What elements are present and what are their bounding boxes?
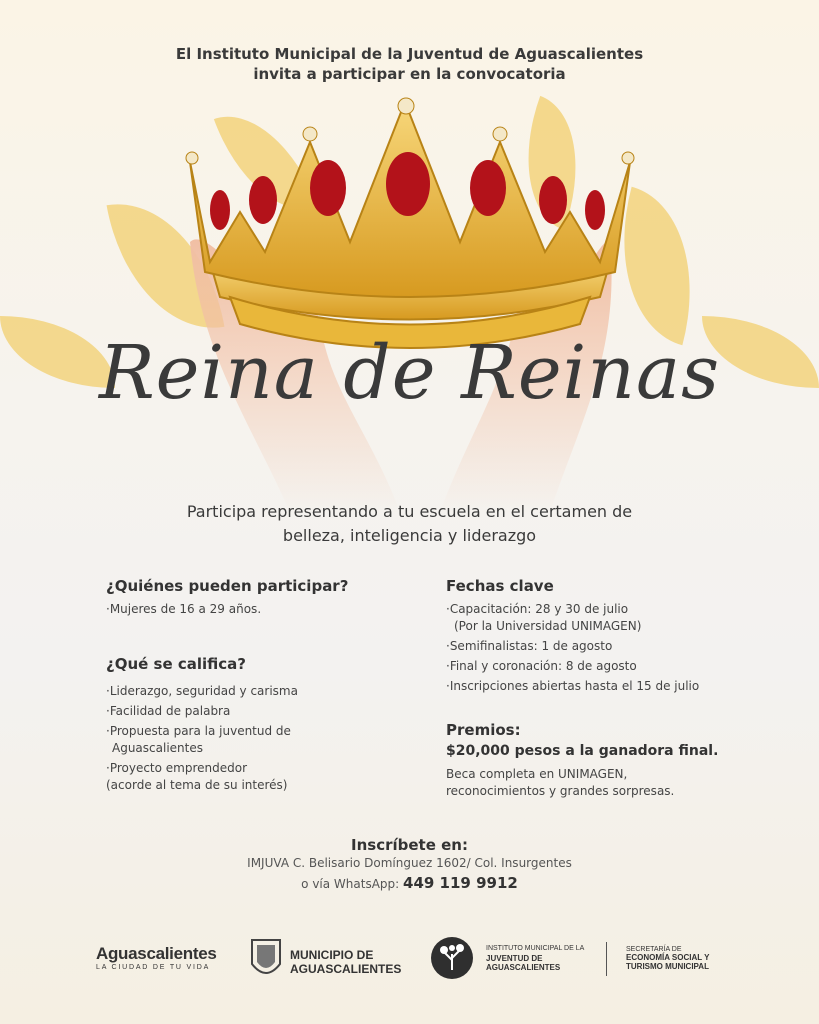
criteria-item: Aguascalientes [112, 741, 203, 755]
prizes-section [446, 722, 786, 800]
who-heading: ¿Quiénes pueden participar? [106, 577, 349, 595]
prizes-heading: Premios: [446, 721, 521, 739]
criteria-section [106, 656, 406, 794]
ruby-l3 [210, 190, 230, 230]
register-heading: Inscríbete en: [351, 836, 468, 854]
whatsapp-number: 449 119 9912 [403, 874, 518, 892]
subtitle-line-1: Participa representando a tu escuela en el certamen de [186, 502, 633, 521]
intro-line-1: El Instituto Municipal de la Juventud de Aguascalientes [175, 45, 644, 63]
date-item: ·Inscripciones abiertas hasta el 15 de julio [446, 679, 700, 693]
sec-line-1: SECRETARÍA DE [626, 946, 682, 953]
ags-logo-name: Aguascalientes [96, 944, 217, 963]
sec-line-3: TURISMO MUNICIPAL [626, 962, 709, 971]
criteria-item: ·Facilidad de palabra [106, 704, 231, 718]
sec-line-2: ECONOMÍA SOCIAL Y [626, 953, 710, 962]
subtitle-line-2: belleza, inteligencia y liderazgo [282, 526, 537, 545]
logo-divider [606, 942, 607, 976]
prize-line-1: Beca completa en UNIMAGEN, [446, 767, 628, 781]
imjuva-line-1: INSTITUTO MUNICIPAL DE LA [486, 945, 585, 952]
prize-main: $20,000 pesos a la ganadora final. [446, 743, 719, 759]
imjuva-line-3: AGUASCALIENTES [486, 963, 561, 972]
criteria-item: (acorde al tema de su interés) [106, 778, 288, 792]
logo-aguascalientes [96, 944, 231, 971]
dates-heading: Fechas clave [446, 577, 554, 595]
ruby-l1 [310, 160, 346, 216]
municipio-line-2: AGUASCALIENTES [290, 962, 402, 976]
date-item: ·Semifinalistas: 1 de agosto [446, 639, 613, 653]
ags-logo-tagline: LA CIUDAD DE TU VIDA [96, 964, 211, 971]
whatsapp-prefix: o vía WhatsApp: [301, 877, 400, 891]
who-section [106, 578, 406, 621]
criteria-item: ·Propuesta para la juventud de [106, 724, 291, 738]
date-item: ·Final y coronación: 8 de agosto [446, 659, 637, 673]
imjuva-line-2: JUVENTUD DE [486, 954, 543, 963]
intro-line-2: invita a participar en la convocatoria [253, 65, 566, 83]
criteria-item: ·Liderazgo, seguridad y carisma [106, 684, 298, 698]
dates-section [446, 578, 776, 698]
ruby-center [386, 152, 430, 216]
subtitle [0, 500, 819, 548]
date-item: ·Capacitación: 28 y 30 de julio [446, 602, 629, 616]
register-whatsapp [0, 874, 819, 892]
intro-text [0, 44, 819, 84]
logo-imjuva [430, 936, 600, 984]
crown-illustration [170, 92, 650, 512]
ruby-l2 [249, 176, 277, 224]
page-title: Reina de Reinas [98, 330, 721, 416]
register-address: IMJUVA C. Belisario Domínguez 1602/ Col. Insurgentes [247, 856, 572, 870]
logo-municipio [248, 936, 418, 984]
logo-secretaria [626, 946, 756, 971]
tree-icon [430, 936, 474, 980]
ruby-r1 [470, 160, 506, 216]
prize-line-2: reconocimientos y grandes sorpresas. [446, 784, 675, 798]
date-item: (Por la Universidad UNIMAGEN) [454, 619, 642, 633]
criteria-heading: ¿Qué se califica? [106, 655, 246, 673]
criteria-item: ·Proyecto emprendedor [106, 761, 248, 775]
ruby-r2 [539, 176, 567, 224]
ruby-r3 [585, 190, 605, 230]
who-item: ·Mujeres de 16 a 29 años. [106, 602, 262, 616]
coat-of-arms-icon [248, 936, 284, 982]
municipio-line-1: MUNICIPIO DE [290, 948, 374, 962]
